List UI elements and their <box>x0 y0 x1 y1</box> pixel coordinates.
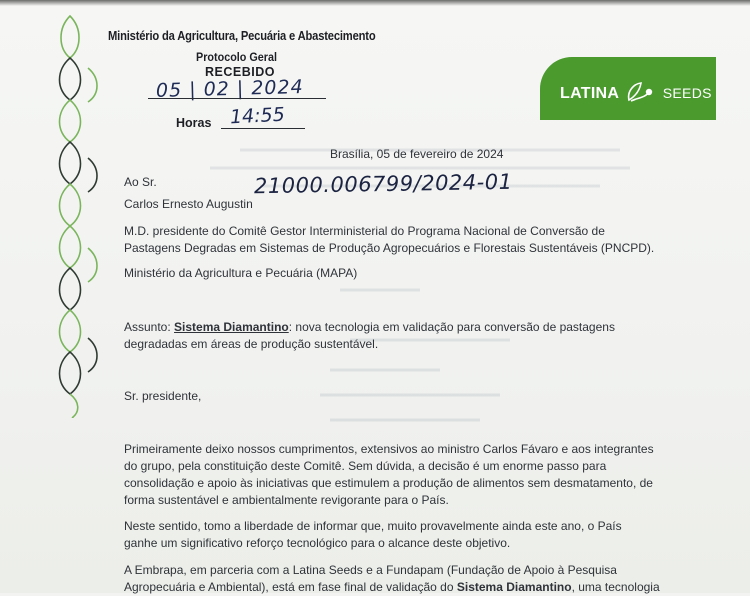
subject-line-1 <box>124 320 615 334</box>
paragraph-3 <box>124 562 660 596</box>
stamp-protocol: Protocolo Geral <box>196 50 278 64</box>
paragraph-1 <box>124 441 654 509</box>
subject-line-2: degradadas em áreas de produção sustentável. <box>124 337 379 351</box>
paragraph-3-highlight: Sistema Diamantino <box>456 580 572 594</box>
paragraph-3-line-2-end: , uma tecnologia <box>571 580 660 594</box>
handwritten-date: 05 | 02 | 2024 <box>155 76 304 102</box>
stamp-received: RECEBIDO <box>205 65 275 79</box>
seed-icon <box>625 80 655 104</box>
stamp-ministry: Ministério da Agricultura, Pecuária e Abastecimento <box>108 28 376 43</box>
paragraph-2-line-2: ganhe um significativo reforço tecnológico para o alcance deste objetivo. <box>124 536 511 550</box>
place-and-date: Brasília, 05 de fevereiro de 2024 <box>330 147 504 161</box>
paragraph-2-line-1: Neste sentido, tomo a liberdade de informar que, muito provavelmente ainda este ano, o País <box>124 519 622 533</box>
logo-text-latina: LATINA <box>560 85 620 102</box>
paragraph-3-line-2 <box>124 579 660 596</box>
decorative-vine-border <box>30 8 110 418</box>
subject-label: Assunto: <box>124 320 175 334</box>
scan-shadow <box>0 0 750 6</box>
recipient-title-line-1: M.D. presidente do Comitê Gestor Interministerial do Programa Nacional de Conversão de <box>124 224 605 238</box>
recipient-title-line-2: Pastagens Degradas em Sistemas de Produção Agropecuários e Florestais Sustentáveis (PNCPD). <box>124 241 655 255</box>
latina-seeds-logo <box>540 57 716 120</box>
protocol-stamp <box>108 26 408 141</box>
subject-rest: : nova tecnologia em validação para conversão de pastagens <box>288 320 615 334</box>
stamp-hours-label: Horas <box>176 116 212 130</box>
paragraph-3-line-1: A Embrapa, em parceria com a Latina Seeds e a Fundapam (Fundação de Apoio à Pesquisa <box>124 563 617 577</box>
subject-highlight: Sistema Diamantino <box>174 320 289 334</box>
logo-text-seeds: SEEDS <box>662 85 712 101</box>
recipient-ministry: Ministério da Agricultura e Pecuária (MAPA) <box>124 266 358 280</box>
paragraph-1-line-4: forma sustentável e ambientalmente revigorante para o País. <box>124 493 449 507</box>
salutation-to: Ao Sr. <box>124 175 157 189</box>
handwritten-time: 14:55 <box>229 103 286 129</box>
handwritten-protocol-number: 21000.006799/2024-01 <box>253 169 513 199</box>
paragraph-1-line-2: do grupo, pela constituição deste Comitê. Sem dúvida, a decisão é um enorme passo para <box>124 459 607 473</box>
stamp-hours-line <box>221 128 305 129</box>
paragraph-2 <box>124 518 622 552</box>
paragraph-3-line-2-start: Agropecuária e Ambiental), está em fase final de validação do <box>124 580 457 594</box>
recipient-name: Carlos Ernesto Augustin <box>124 197 253 211</box>
stamp-date-line <box>148 98 326 99</box>
greeting: Sr. presidente, <box>124 389 202 403</box>
paragraph-1-line-1: Primeiramente deixo nossos cumprimentos, extensivos ao ministro Carlos Fávaro e aos integrantes <box>124 442 654 456</box>
paragraph-1-line-3: consolidação e apoio às iniciativas que estimulem a produção de alimentos sem desmatamento, de <box>124 476 653 490</box>
